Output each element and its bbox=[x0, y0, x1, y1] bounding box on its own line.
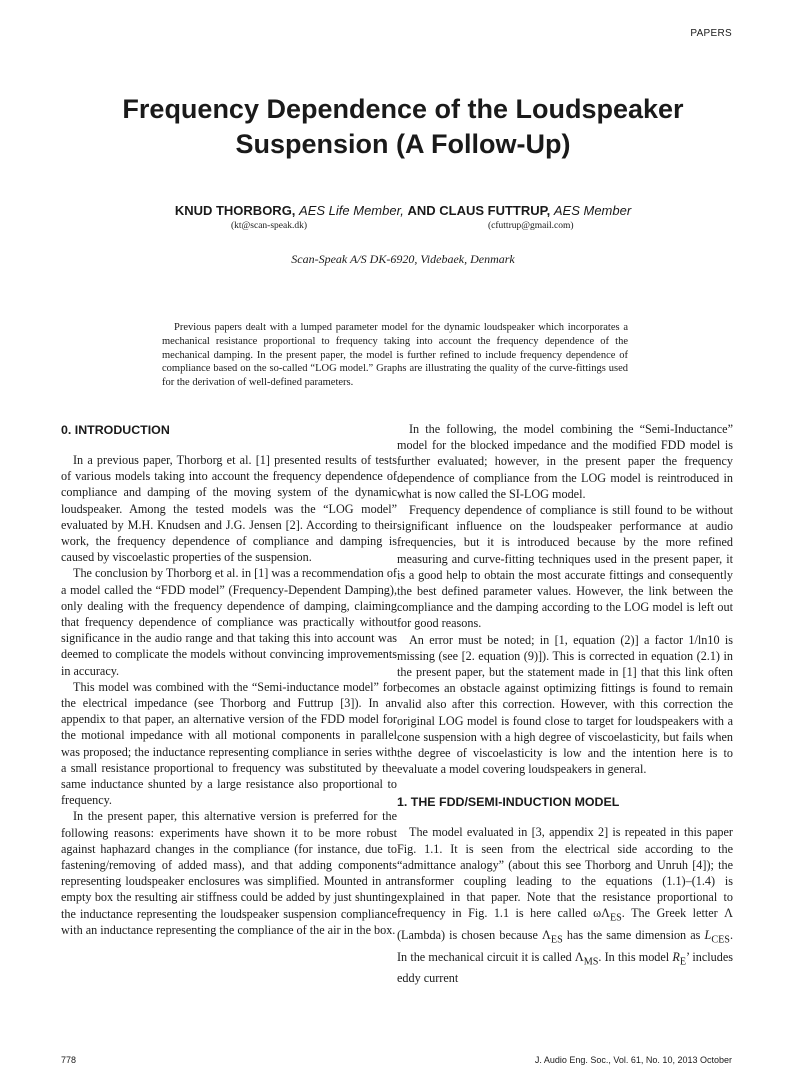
model-heading: 1. THE FDD/SEMI-INDUCTION MODEL bbox=[397, 795, 620, 810]
body-paragraph: In the present paper, this alternative version is preferred for the following reasons: experiments have shown it to be more robust against haphazard changes in the compliance (for instance, due to fastening/removing of added mass), and that adding components representing loudspeaker enclosures was simplified. Mounted in an empty box the resulting air stiffness could be added by just shunting the inductance representing the loudspeaker suspension compliance with an inductance representing the compliance of the air in the box. bbox=[61, 809, 397, 937]
author-line bbox=[60, 203, 746, 218]
author-1-name: KNUD THORBORG, bbox=[174, 203, 296, 218]
paper-title: Frequency Dependence of the Loudspeaker Suspension (A Follow-Up) bbox=[122, 94, 684, 159]
author-1-email: (kt@scan-speak.dk) bbox=[231, 221, 308, 231]
body-paragraph: In the following, the model combining the “Semi-Inductance” model for the blocked impedance and the modified FDD model is further evaluated; however, in the present paper the frequency dependence of compliance from the LOG model is reintroduced in what is now called the SI-LOG model. bbox=[397, 422, 733, 501]
body-paragraph: An error must be noted; in [1, equation (2)] a factor 1/ln10 is missing (see [2. equation (9)]). This is corrected in equation (2.1) in the present paper, but the statement made in [1] that this link often becomes an obstacle against optimizing fittings is found to remain valid also after this correction. However, with this correction the original LOG model is found close to target for loudspeakers with a cone suspension with a high degree of viscoelasticity, but fails when the degree of viscoelasticity is low and the intention here is to evaluate a model covering loudspeakers in general. bbox=[397, 632, 733, 777]
abstract: Previous papers dealt with a lumped parameter model for the dynamic loudspeaker which incorporates a mechanical resistance proportional to frequency taking into account the frequency dependence of the mechanical damping. In the present paper, the model is further refined to include frequency dependence of compliance based on the so-called “LOG model.” Graphs are illustrating the quality of the curve-fittings used for the derivation of well-defined parameters. bbox=[162, 322, 628, 389]
affiliation: Scan-Speak A/S DK-6920, Videbaek, Denmark bbox=[291, 252, 515, 266]
author-2-email: (cfuttrup@gmail.com) bbox=[488, 221, 574, 231]
author-2-role: AES Member bbox=[553, 203, 632, 218]
body-paragraph: Frequency dependence of compliance is still found to be without significant influence on the loudspeaker performance at audio frequencies, but it is introduced because by the more refined measuring and curve-fitting techniques used in the present paper, it is a good help to obtain the most accurate fittings and consequently the best defined parameter values. However, the link between the compliance and the damping according to the LOG model is left out for good reasons. bbox=[397, 503, 733, 631]
author-emails bbox=[0, 221, 806, 235]
author-conjunction: AND bbox=[407, 203, 436, 218]
journal-citation: J. Audio Eng. Soc., Vol. 61, No. 10, 2013 October bbox=[534, 1055, 732, 1065]
right-column bbox=[397, 421, 733, 987]
body-paragraph: This model was combined with the “Semi-inductance model” for the electrical impedance (see Thorborg and Futtrup [3]). In an appendix to that paper, an alternative version of the FDD model for the motional impedance with all motional components in parallel was proposed; the inductance representing compliance in series with a small resistance proportional to frequency was substituted by the same inductance shunted by a large resistance also proportional to frequency. bbox=[61, 679, 397, 808]
body-paragraph: The conclusion by Thorborg et al. in [1] was a recommendation of a model called the “FDD model” (Frequency-Dependent Damping), only dealing with the frequency dependence of damping, claiming that frequency dependence of compliance was practically without significance in the audio range and that taking this into account was deemed to complicate the models without convincing improvements in accuracy. bbox=[61, 566, 397, 678]
page-number: 778 bbox=[61, 1055, 77, 1065]
intro-heading: 0. INTRODUCTION bbox=[61, 423, 170, 437]
body-paragraph: In a previous paper, Thorborg et al. [1] presented results of tests of various models taking into account the frequency dependence of compliance and damping of the moving system of the dynamic loudspeaker. Among the tested models was the “LOG model” evaluated by M.H. Knudsen and J.G. Jensen [2]. According to their work, the frequency dependence of compliance and damping is caused by viscoelastic properties of the suspension. bbox=[61, 453, 397, 565]
section-label: PAPERS bbox=[690, 28, 732, 39]
left-column bbox=[61, 421, 397, 938]
body-paragraph: The model evaluated in [3, appendix 2] is repeated in this paper Fig. 1.1. It is seen from the electrical side according to the “admittance analogy” (about this see Thorborg and Unruh [4]); the transformer coupling leading to the equations (1.1)–(1.4) is explained in that paper. Note that the resistance proportional to frequency in Fig. 1.1 is here called $\omega\Lambda_{ES}$. The Greek letter Λ (Lambda) is chosen because $\Lambda_{ES}$ has the same dimension as $L_{CES}$. In the mechanical circuit it is called $\Lambda_{MS}$. In this model $R_E$’ includes eddy current bbox=[397, 825, 734, 986]
author-2-name: CLAUS FUTTRUP, bbox=[439, 203, 551, 218]
author-1-role: AES Life Member, bbox=[299, 203, 404, 218]
